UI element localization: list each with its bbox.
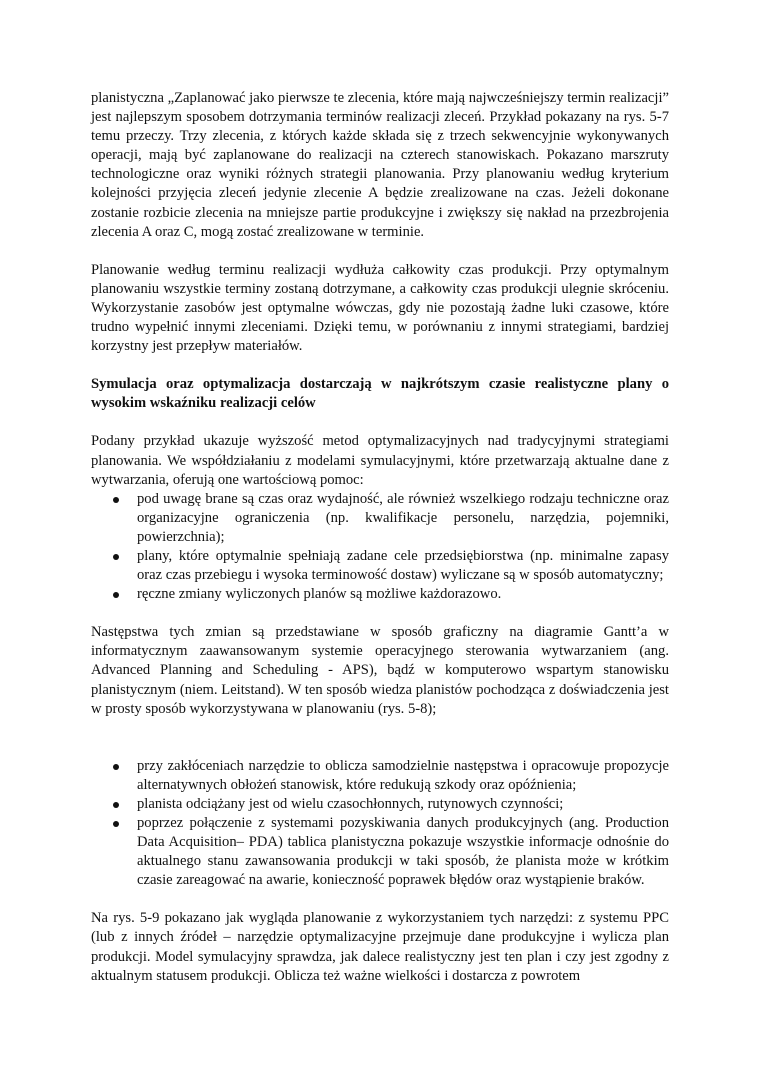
paragraph-due-date-planning: Planowanie według terminu realizacji wydłuża całkowity czas produkcji. Przy optymalnym planowaniu wszystkie terminy zostaną dotrzymane, a całkowity czas produkcji ulegnie skróceniu. Wykorzystanie zasobów jest optymalne wówczas, gdy nie pozostają żadne luki czasowe, które trudno wypełnić innymi zleceniami. Dzięki temu, w porównaniu z innymi strategiami, bardziej korzystny jest przepływ materiałów. [91,261,669,355]
spacer [91,890,669,909]
spacer [91,604,669,623]
list-item [91,490,669,547]
list-item-text: pod uwagę brane są czas oraz wydajność, ale również wszelkiego rodzaju techniczne oraz organizacyjne ograniczenia (np. kwalifikacje personelu, narzędzia, pojemniki, powierzchnia); [137,490,669,545]
section-heading: Symulacja oraz optymalizacja dostarczają w najkrótszym czasie realistyczne plany o wysokim wskaźniku realizacji celów [91,376,669,412]
list-item [91,757,669,795]
spacer [91,242,669,261]
bullet-icon [113,592,119,598]
spacer [91,719,669,757]
bullet-list-tool-features [91,757,669,891]
paragraph-planning-strategy: planistyczna „Zaplanować jako pierwsze te zlecenia, które mają najwcześniejszy termin realizacji” jest najlepszym sposobem dotrzymania terminów realizacji zleceń. Przykład pokazany na rys. 5-7 temu przeczy. Trzy zlecenia, z których każde składa się z trzech sekwencyjnie wykonywanych operacji, mają być zaplanowane do realizacji na czterech stanowiskach. Pokazano marszruty technologiczne oraz wyniki różnych strategii planowania. Przy planowaniu według kryterium kolejności przyjęcia zleceń jedynie zlecenie A będzie zrealizowane na czas. Jeżeli dokonane zostanie rozbicie zlecenia na mniejsze partie produkcyjne i zwiększy się nakład na przezbrojenia zlecenia A oraz C, mogą zostać zrealizowane w terminie. [91,90,669,240]
bullet-icon [113,802,119,808]
list-item [91,814,669,890]
list-item-text: przy zakłóceniach narzędzie to oblicza samodzielnie następstwa i opracowuje propozycje alternatywnych obłożeń stanowisk, które redukują szkody oraz opóźnienia; [137,757,669,793]
paragraph-gantt-consequences: Następstwa tych zmian są przedstawiane w sposób graficzny na diagramie Gantt’a w informatycznym zaawansowanym systemie operacyjnego sterowania wytwarzaniem (ang. Advanced Planning and Scheduling - APS), bądź w komputerowo wspartym stanowisku planistycznym (niem. Leitstand). W ten sposób wiedza planistów pochodząca z doświadczenia jest w prosty sposób wykorzystywana w planowaniu (rys. 5-8); [91,624,669,717]
list-item [91,585,669,604]
paragraph-optimization-intro: Podany przykład ukazuje wyższość metod optymalizacyjnych nad tradycyjnymi strategiami planowania. We współdziałaniu z modelami symulacyjnymi, które przetwarzają aktualne dane z wytwarzania, oferują one wartościową pomoc: [91,433,669,488]
paragraph-figure-5-9: Na rys. 5-9 pokazano jak wygląda planowanie z wykorzystaniem tych narzędzi: z systemu PPC (lub z innych źródeł – narzędzie optymalizacyjne przejmuje dane produkcyjne i wylicza plan produkcji. Model symulacyjny sprawdza, jak dalece realistyczny jest ten plan i czy jest zgodny z aktualnym statusem produkcji. Oblicza też ważne wielkości i dostarcza z powrotem [91,910,669,984]
list-item [91,795,669,814]
bullet-icon [113,554,119,560]
list-item-text: plany, które optymalnie spełniają zadane cele przedsiębiorstwa (np. minimalne zapasy oraz czas przebiegu i wysoka terminowość dostaw) wyliczane są w sposób automatyczny; [137,547,669,584]
list-item-text: ręczne zmiany wyliczonych planów są możliwe każdorazowo. [137,586,502,603]
bullet-icon [113,497,119,503]
spacer [91,413,669,432]
list-item [91,547,669,585]
list-item-text: poprzez połączenie z systemami pozyskiwania danych produkcyjnych (ang. Production Data Acquisition– PDA) tablica planistyczna pokazuje wszystkie informacje odnośnie do aktualnego stanu zawansowania produkcji w taki sposób, że planista może w krótkim czasie zareagować na awarie, konieczność poprawek błędów oraz wystąpienie braków. [137,815,669,889]
bullet-list-benefits [91,490,669,605]
bullet-icon [113,821,119,827]
bullet-icon [113,764,119,770]
spacer [91,356,669,375]
list-item-text: planista odciążany jest od wielu czasochłonnych, rutynowych czynności; [137,795,564,812]
